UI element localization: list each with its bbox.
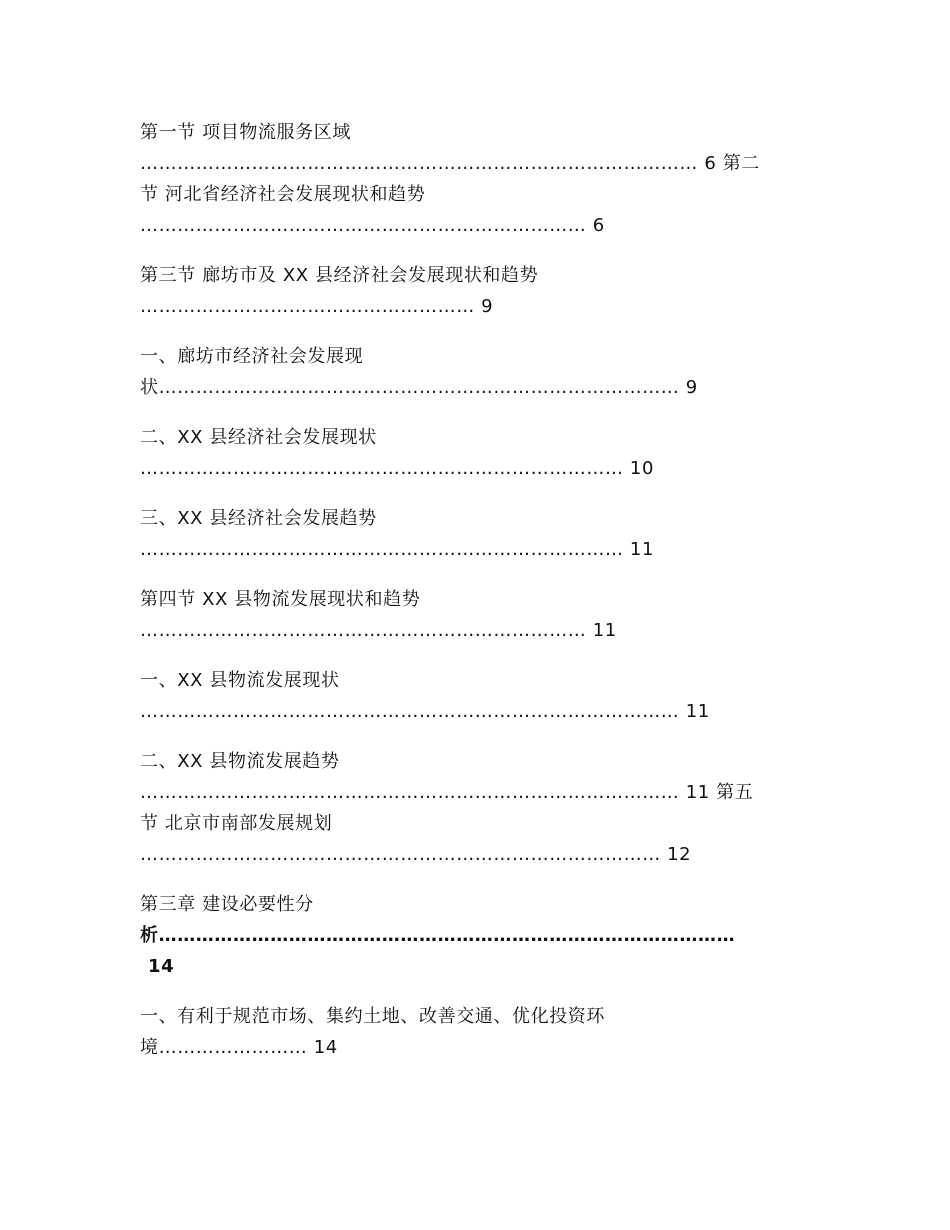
- toc-entry-section-3: [140, 260, 820, 322]
- toc-entry-logistics-status: [140, 665, 820, 727]
- toc-entry-county-status: [140, 422, 820, 484]
- toc-entry-section-4: [140, 584, 820, 646]
- toc-leader-page: 状………………………………………………………………………… 9: [140, 377, 698, 398]
- toc-heading: 二、XX 县经济社会发展现状: [140, 427, 377, 448]
- toc-heading: 第一节 项目物流服务区域: [140, 122, 351, 143]
- toc-leader-page: …………………………………………………………………… 11: [140, 539, 655, 560]
- table-of-contents: [140, 117, 820, 1082]
- toc-heading: 第三章 建设必要性分: [140, 894, 314, 915]
- toc-entry-section-1-and-2: [140, 117, 820, 241]
- toc-heading: 三、XX 县经济社会发展趋势: [140, 508, 377, 529]
- toc-leader-page: ………………………………………………………………………… 12: [140, 844, 692, 865]
- toc-leader-page: 境…………………… 14: [140, 1037, 338, 1058]
- toc-leader-page: …………………………………………………………………………… 11 第五: [140, 782, 754, 803]
- toc-entry-market-benefits: [140, 1001, 820, 1063]
- toc-heading: 第四节 XX 县物流发展现状和趋势: [140, 589, 421, 610]
- toc-entry-county-trend: [140, 503, 820, 565]
- toc-heading: 二、XX 县物流发展趋势: [140, 751, 340, 772]
- toc-leader: 析…………………………………………………………………………………: [140, 925, 736, 946]
- toc-entry-langfang-status: [140, 341, 820, 403]
- toc-entry-chapter-3: [140, 889, 820, 982]
- toc-heading: 一、XX 县物流发展现状: [140, 670, 340, 691]
- toc-heading: 一、有利于规范市场、集约土地、改善交通、优化投资环: [140, 1006, 605, 1027]
- toc-page-number: 14: [148, 956, 175, 977]
- toc-heading: 第三节 廊坊市及 XX 县经济社会发展现状和趋势: [140, 265, 539, 286]
- toc-leader-page: ……………………………………………………………………………… 6 第二: [140, 153, 760, 174]
- toc-leader-page: ……………………………………………… 9: [140, 296, 494, 317]
- toc-leader-page: …………………………………………………………………… 10: [140, 458, 655, 479]
- toc-heading: 一、廊坊市经济社会发展现: [140, 346, 364, 367]
- toc-entry-logistics-trend-and-section-5: [140, 746, 820, 870]
- toc-leader-page: …………………………………………………………………………… 11: [140, 701, 710, 722]
- toc-leader-page: ……………………………………………………………… 11: [140, 620, 617, 641]
- toc-heading: 节 河北省经济社会发展现状和趋势: [140, 184, 426, 205]
- toc-leader-page: ……………………………………………………………… 6: [140, 215, 605, 236]
- toc-heading: 节 北京市南部发展规划: [140, 813, 333, 834]
